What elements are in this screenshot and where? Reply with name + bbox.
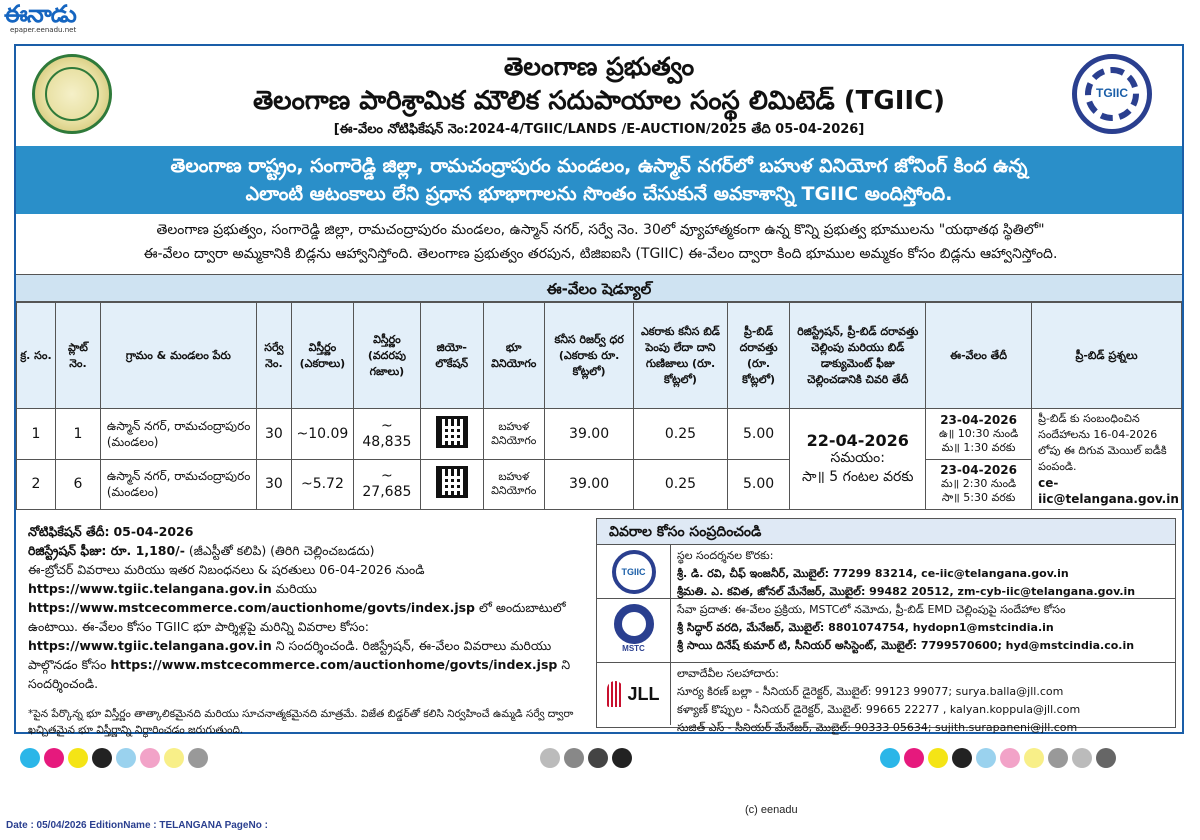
cell-auction-date (926, 409, 1032, 460)
queries-email-link[interactable]: ce-iic@telangana.gov.in (1038, 476, 1179, 506)
auction-time-start: మ॥ 2:30 నుండి (941, 477, 1017, 491)
notes-line-brochure: ఈ-బ్రోచర్ వివరాలు మరియు ఇతర నిబంధనలు & షరతులు 06-04-2026 నుండి (28, 562, 425, 577)
cell-acres: ~5.72 (292, 459, 354, 510)
copyright: (c) eenadu (745, 804, 798, 816)
contact-person: శ్రీ. డి. రవి, చీఫ్ ఇంజనీర్, మొబైల్: 77299 83214, ce-iic@telangana.gov.in (677, 567, 1069, 580)
auction-time-start: ఉ॥ 10:30 నుండి (938, 426, 1019, 440)
eenadu-masthead[interactable] (4, 2, 114, 38)
tgiic-url-link-2[interactable]: https://www.tgiic.telangana.gov.in (28, 638, 272, 653)
cell-reg-last (790, 409, 926, 510)
cell-increment: 0.25 (634, 459, 727, 510)
table-row (17, 409, 1182, 460)
col-plot: ప్లాట్ నెం. (56, 303, 101, 409)
contact-person: శ్రీ సాయి దినేష్ కుమార్ టి, సీనియర్ అసిస్టెంట్, మొబైల్: 7799570600; hyd@mstcindia.co.in (677, 639, 1135, 652)
notes-line-url4: పాల్గొనడం కోసం https://www.mstcecommerce.com/auctionhome/govts/index.jsp ని (28, 657, 571, 672)
cell-village: ఉస్మాన్ నగర్, రామచంద్రాపురం (మండలం) (100, 409, 256, 460)
contact-box (596, 518, 1176, 734)
print-registration-marks (20, 748, 208, 772)
eenadu-logo: ఈనాడు (4, 0, 76, 28)
cell-yards: ~ 48,835 (353, 409, 420, 460)
cell-yards: ~ 27,685 (353, 459, 420, 510)
table-header-row (17, 303, 1182, 409)
cell-sno: 1 (17, 409, 56, 460)
cell-fee: 5.00 (727, 459, 790, 510)
cell-acres: ~10.09 (292, 409, 354, 460)
tgiic-logo-icon: TGIIC (1072, 54, 1152, 134)
banner-line-2: ఎలాంటి ఆటంకాలు లేని ప్రధాన భూభాగాలను సొంతం చేసుకునే అవకాశాన్ని TGIIC అందిస్తోంది. (245, 183, 953, 205)
print-registration-marks (880, 748, 1116, 772)
reg-last-time: సా॥ 5 గంటల వరకు (802, 468, 914, 485)
contact-person: సుజిత్ ఎస్ - సీనియర్ మేనేజర్, మొబైల్: 90333 05634; sujith.surapaneni@jll.com (677, 721, 1078, 734)
notes-line-fee: రిజిస్ట్రేషన్ ఫీజు: రూ. 1,180/- (జీఎస్టీతో కలిపి) (తిరిగి చెల్లించబడదు) (28, 543, 375, 558)
col-area-acres: విస్తీర్ణం (ఎకరాలు) (292, 303, 354, 409)
print-registration-marks (540, 748, 632, 772)
notification-number: [ఈ-వేలం నోటిఫికేషన్ నెం:2024-4/TGIIC/LANDS /E-AUCTION/2025 తేది 05-04-2026] (333, 122, 865, 137)
area-footnote: *పైన పేర్కొన్న భూ విస్తీర్ణం తాత్కాలికమైనది మరియు సూచనాత్మకమైనది మాత్రమే. విజేత బిడ్డర్‌తో కలిసి నిర్వహించే ఉమ్మడి సర్వే ద్వారా ఖచ్చితమైన భూ విస్తీర్ణాన్ని నిర్ధారించడం జరుగుతుంది. (28, 708, 574, 736)
contact-heading: స్థల సందర్శనల కొరకు: (677, 549, 774, 562)
qr-code-icon[interactable] (436, 466, 468, 498)
col-queries: ప్రీ-బిడ్ ప్రశ్నలు (1032, 303, 1182, 409)
contact-person: శ్రీమతి. ఎ. కవిత, జోనల్ మేనేజర్, మొబైల్: 99482 20512, zm-cyb-iic@telangana.gov.in (677, 585, 1136, 598)
cell-plot: 6 (56, 459, 101, 510)
col-area-yards: విస్తీర్ణం (వదరపు గజాలు) (353, 303, 420, 409)
col-reg-last: రిజిస్ట్రేషన్, ప్రీ-బిడ్ దరావత్తు చెల్లింపు మరియు బిడ్ డాక్యుమెంట్ ఫీజు చెల్లించడానికి చివరి తేదీ (790, 303, 926, 409)
tgiic-advertisement (14, 44, 1184, 734)
auction-schedule-table (16, 302, 1182, 510)
cell-plot: 1 (56, 409, 101, 460)
corp-title: తెలంగాణ పారిశ్రామిక మౌలిక సదుపాయాల సంస్థ లిమిటెడ్ (TGIIC) (252, 86, 946, 116)
contact-person: శ్రీ సిద్ధార్ వరది, మేనేజర్, మొబైల్: 8801074754, hydopn1@mstcindia.in (677, 621, 1054, 634)
auction-time-end: మ॥ 1:30 వరకు (941, 440, 1016, 454)
contact-heading: సేవా ప్రదాత: ఈ-వేలం ప్రక్రియ, MSTCలో నమోదు, ప్రీ-బిడ్ EMD చెల్లింపుపై సందేహాల కోసం (677, 603, 1066, 616)
tgiic-small-logo-icon: TGIIC (612, 550, 656, 594)
notes-line-url1: https://www.tgiic.telangana.gov.in మరియు (28, 581, 317, 596)
opportunity-banner (16, 146, 1182, 214)
contact-heading: లావాదేవీల సలహాదారు: (677, 667, 779, 680)
cell-landuse: బహుళ వినియోగం (483, 409, 544, 460)
cell-sno: 2 (17, 459, 56, 510)
col-reserve: కనీస రిజర్వ్ ధర (ఎకరాకు రూ. కోట్లలో) (544, 303, 633, 409)
intro-text (28, 218, 1173, 266)
cell-fee: 5.00 (727, 409, 790, 460)
cell-geo (421, 409, 484, 460)
contact-person: కళ్యాణ్ కొప్పుల - సీనియర్ డైరెక్టర్, మొబైల్: 99665 22277 , kalyan.koppula@jll.com (677, 703, 1081, 716)
auction-time-end: సా॥ 5:30 వరకు (941, 491, 1016, 505)
cell-village: ఉస్మాన్ నగర్, రామచంద్రాపురం (మండలం) (100, 459, 256, 510)
col-auction-date: ఈ-వేలం తేదీ (926, 303, 1032, 409)
contact-row-jll (597, 663, 1175, 734)
col-sno: క్ర. సం. (17, 303, 56, 409)
gov-title: తెలంగాణ ప్రభుత్వం (503, 52, 695, 81)
cell-survey: 30 (256, 459, 291, 510)
qr-code-icon[interactable] (436, 416, 468, 448)
banner-line-1: తెలంగాణ రాష్ట్రం, సంగారెడ్డి జిల్లా, రామచంద్రాపురం మండలం, ఉస్మాన్ నగర్‌లో బహుళ వినియోగ జోనింగ్ కింద ఉన్న (170, 155, 1028, 177)
tgiic-url-link[interactable]: https://www.tgiic.telangana.gov.in (28, 581, 272, 596)
notes-line-date: నోటిఫికేషన్ తేదీ: 05-04-2026 (28, 524, 194, 539)
auction-date: 23-04-2026 (940, 463, 1017, 478)
cell-increment: 0.25 (634, 409, 727, 460)
epaper-url: epaper.eenadu.net (10, 26, 77, 34)
cell-landuse: బహుళ వినియోగం (483, 459, 544, 510)
schedule-title: ఈ-వేలం షెడ్యూల్ (16, 274, 1182, 302)
contact-row-tgiic (597, 545, 1175, 599)
col-prebid-fee: ప్రీ-బిడ్ దరావత్తు (రూ. కోట్లలో) (727, 303, 790, 409)
mstc-url-link-2[interactable]: https://www.mstcecommerce.com/auctionhome/govts/index.jsp (110, 657, 558, 672)
notes-line-url3: https://www.tgiic.telangana.gov.in ని సందర్శించండి. రిజిస్ట్రేషన్, ఈ-వేలం వివరాలు మరియు (28, 638, 552, 653)
auction-date: 23-04-2026 (940, 412, 1017, 427)
table-row (17, 459, 1182, 510)
mstc-url-link[interactable]: https://www.mstcecommerce.com/auctionhome/govts/index.jsp (28, 600, 476, 615)
cell-reserve: 39.00 (544, 459, 633, 510)
ad-header (16, 46, 1182, 142)
contact-row-mstc (597, 599, 1175, 663)
col-geo: జియో- లొకేషన్ (421, 303, 484, 409)
intro-line-2: ఈ-వేలం ద్వారా అమ్మకానికి బిడ్లను ఆహ్వానిస్తోంది. తెలంగాణ ప్రభుత్వం తరపున, టిజిఐఐసి (TGIIC) ఈ-వేలం ద్వారా కింది భూముల అమ్మకం కోసం బిడ్లను ఆహ్వానిస్తోంది. (143, 246, 1058, 262)
col-landuse: భూ వినియోగం (483, 303, 544, 409)
col-increment: ఎకరాకు కనీస బిడ్ పెంపు లేదా దాని గుణిజాలు (రూ. కోట్లలో) (634, 303, 727, 409)
cell-auction-date (926, 459, 1032, 510)
contact-person: సూర్య కిరణ్ బల్లా - సీనియర్ డైరెక్టర్, మొబైల్: 99123 99077; surya.balla@jll.com (677, 685, 1064, 698)
cell-geo (421, 459, 484, 510)
reg-last-date: 22-04-2026 (806, 430, 909, 450)
col-village: గ్రామం & మండలం పేరు (100, 303, 256, 409)
reg-last-label: సమయం: (830, 449, 885, 466)
notification-notes (28, 522, 594, 693)
queries-text: ప్రీ-బిడ్ కు సంబంధించిన సందేహాలను 16-04-2026 లోపు ఈ దిగువ మెయిల్ ఐడీకి పంపండి. (1038, 412, 1167, 473)
edition-info: Date : 05/04/2026 EditionName : TELANGANA PageNo : (6, 820, 268, 831)
intro-line-1: తెలంగాణ ప్రభుత్వం, సంగారెడ్డి జిల్లా, రామచంద్రాపురం మండలం, ఉస్మాన్ నగర్, సర్వే నెం. 30లో వ్యూహాత్మకంగా ఉన్న కొన్ని ప్రభుత్వ భూములను "యథాతథ స్థితిలో" (156, 222, 1045, 238)
notes-line-url2: https://www.mstcecommerce.com/auctionhome/govts/index.jsp లో అందుబాటులో (28, 600, 566, 615)
col-survey: సర్వే నెం. (256, 303, 291, 409)
cell-queries (1032, 409, 1182, 510)
notes-line-last: సందర్శించండి. (28, 676, 99, 691)
cell-reserve: 39.00 (544, 409, 633, 460)
notes-line-5: ఉంటాయి. ఈ-వేలం కోసం TGIIC భూ పార్శిళ్లపై మరిన్ని వివరాల కోసం: (28, 619, 369, 634)
mstc-logo-icon: MSTC (610, 604, 658, 658)
jll-logo-icon: JLL (607, 681, 659, 707)
cell-survey: 30 (256, 409, 291, 460)
contact-title: వివరాల కోసం సంప్రదించండి (597, 519, 1175, 545)
